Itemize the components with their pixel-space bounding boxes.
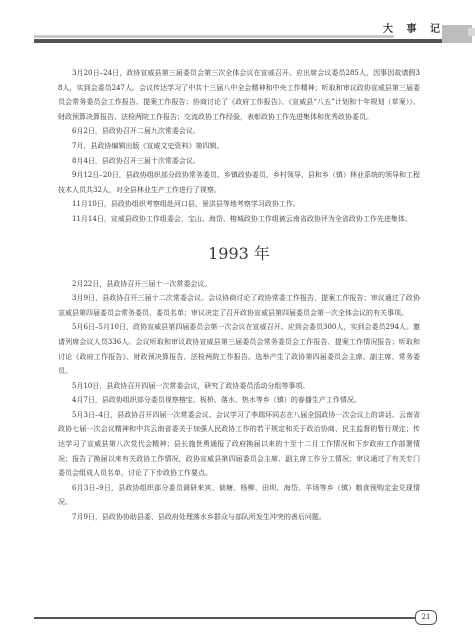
chronicle-entry: 7月，县政协编辑出版《宣威文史资料》第四辑。 <box>72 141 224 150</box>
chronicle-entry: 11月14日，宣威县政协工作组委会，宝山、海岱、榕城政协工作组被云南省政协评为全省政协工作先进集体。 <box>72 214 412 223</box>
chronicle-body <box>58 66 420 525</box>
chronicle-entry: 4月7日，县政协组织部分委员视察榕宝、板桥、落水、热水等乡（镇）的春播生产工作情况。 <box>72 396 361 405</box>
chronicle-entry: 5月6日–5月10日，政协宣威县第四届委员会第一次会议在宣威召开。应到会委员300人，实到会委员294人。邀请列席会议人员336人。会议听取和审议政协宣威县第三届委员会常务委员会工作报告、提案工作情况报告；听取和讨论《政府工作报告》、财政预决算报告、法检两院工作报告。选举产生了政协第四届委员会主席、副主席、常务委员。 <box>58 323 420 376</box>
chronicle-entry: 7月9日，县政协协助县委、县政府处理落水乡群众与部队所发生冲突的善后问题。 <box>72 513 326 522</box>
page-number: 21 <box>415 610 437 625</box>
chronicle-entry: 8月4日，县政协召开三届十次常委会议。 <box>72 156 200 165</box>
section-title: 大 事 记 <box>383 24 445 35</box>
chronicle-entry: 3月20日–24日，政协宣威县第三届委员会第三次全体会议在宣威召开。应出席会议委员285人，因事因故请假38人，实到会委员247人。会议传达学习了中共十三届八中全会精神和中央工作精神；听取和审议政协宣威县第三届委员会常务委员会工作报告、提案工作报告；协商讨论了《政府工作报告》、《宣威县“八五”计划和十年规划（草案）》、财政预算决算报告、法检两院工作报告；交流政协工作经验，表彰政协工作先进集体和优秀政协委员。 <box>58 69 420 121</box>
header-rule-light <box>34 35 394 38</box>
chronicle-entry: 3月9日，县政协召开三届十二次常委会议。会议协商讨论了政协常委工作报告、提案工作报告；审议通过了政协宣威县第四届委员会常务委员、委员名单；审议决定了召开政协宣威县第四届委员会第一次全体会议的有关事项。 <box>58 294 420 317</box>
chronicle-entry: 11月10日，县政协组织考察组赴河口县、景洪县等地考察学习政协工作。 <box>72 200 300 209</box>
header-rule <box>34 39 468 43</box>
year-heading: 1993 年 <box>208 243 270 263</box>
footer-rule <box>34 617 418 619</box>
chronicle-entry: 5月10日，县政协召开四届一次常委会议，研究了政协委员活动分组等事项。 <box>72 381 310 390</box>
chronicle-entry: 6月3日–9日，县政协组织部分委员调研来宾、倘塘、杨柳、田坝、海岱、羊场等乡（镇）粮食预购定金兑现情况。 <box>58 483 420 507</box>
side-stripe <box>468 28 475 36</box>
chronicle-entry: 5月3日–4日，县政协召开四届一次常委会议。会议学习了李瑞环同志在八届全国政协一次会议上的讲话、云南省政协七届一次会议精神和中共云南省委关于加强人民政协工作的若干规定和关于政治协商、民主监督的暂行规定；传达学习了宣威县第八次党代会精神；县长施世勇通报了政府换届以来的十至十二月工作情况和下步政府工作部署情况；报告了换届以来有关政协工作情况，政协宣威县第四届委员会主席、副主席工作分工情况；审议通过了有关专门委员会组成人员名单，讨论了下步政协工作要点。 <box>58 410 420 478</box>
chronicle-entry: 6月2日，县政协召开二届九次常委会议。 <box>72 127 200 136</box>
chronicle-entry: 2月22日，县政协召开三届十一次常委会议。 <box>72 279 212 288</box>
chronicle-entry: 9月12日–20日，县政协组织部分政协常务委员、乡镇政协委员、乡村领导、县和乡（镇）林业系统的领导和工程技术人员共32人，对全县林业生产工作进行了视察。 <box>58 171 420 194</box>
